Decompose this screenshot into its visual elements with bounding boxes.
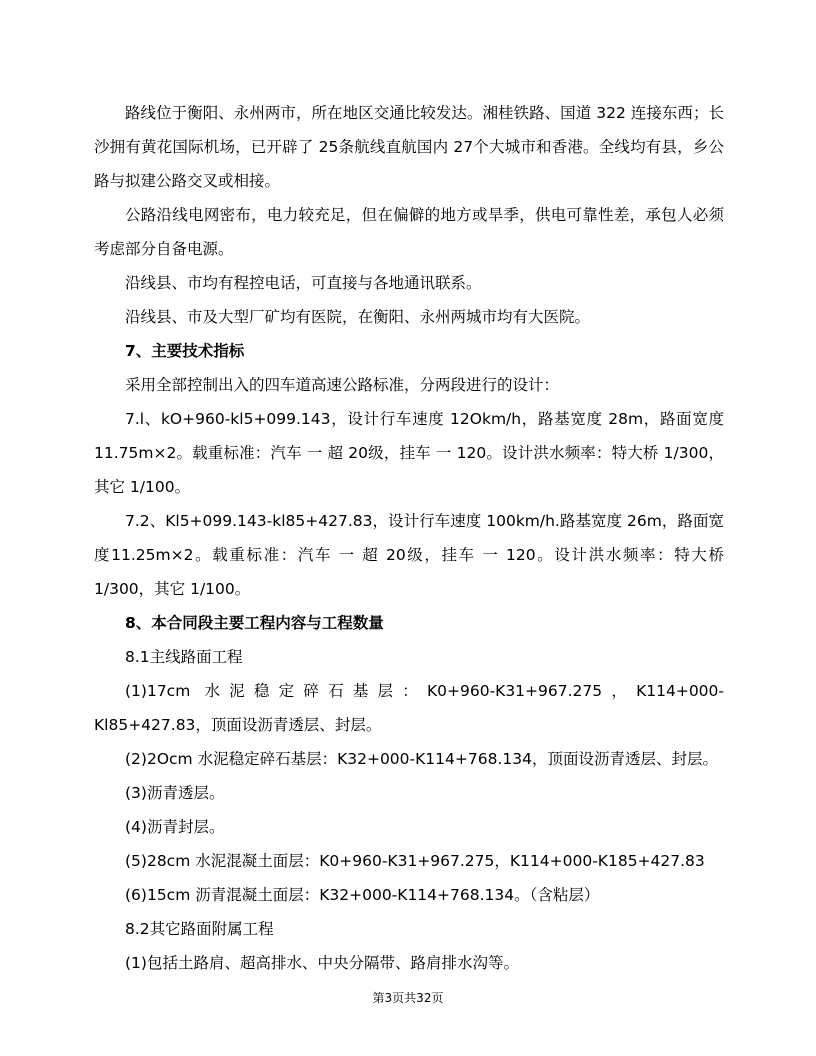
paragraph: 公路沿线电网密布，电力较充足，但在偏僻的地方或旱季，供电可靠性差，承包人必须考虑部分自备电源。: [94, 206, 724, 258]
paragraph: 沿线县、市均有程控电话，可直接与各地通讯联系。: [125, 274, 482, 292]
document-body: [94, 96, 724, 980]
paragraph: 7.2、Kl5+099.143-kl85+427.83，设计行车速度 100km/h.路基宽度 26m，路面宽度11.25m×2。载重标准：汽车 一 超 20级，挂车 一 120。设计洪水频率：特大桥 1/300，其它 1/100。: [94, 512, 724, 598]
section-heading: 7、主要技术指标: [125, 342, 245, 360]
list-item: (4)沥青封层。: [125, 818, 225, 836]
list-item: (5)28cm 水泥混凝土面层：K0+960-K31+967.275，K114+000-K185+427.83: [125, 852, 705, 870]
list-item: (1)17cm 水泥稳定碎石基层：K0+960-K31+967.275，K114+000-Kl85+427.83，顶面设沥青透层、封层。: [94, 682, 724, 734]
list-item: (1)包括土路肩、超高排水、中央分隔带、路肩排水沟等。: [125, 954, 519, 972]
subsection-heading: 8.2其它路面附属工程: [125, 920, 274, 938]
subsection-heading: 8.1主线路面工程: [125, 648, 243, 666]
paragraph: 7.l、kO+960-kl5+099.143，设计行车速度 12Okm/h，路基宽度 28m，路面宽度11.75m×2。载重标准：汽车 一 超 20级，挂车 一 120。设计洪水频率：特大桥 1/300，其它 1/100。: [94, 410, 724, 496]
list-item: (2)2Ocm 水泥稳定碎石基层：K32+000-K114+768.134，顶面设沥青透层、封层。: [125, 750, 718, 768]
paragraph: 路线位于衡阳、永州两市，所在地区交通比较发达。湘桂铁路、国道 322 连接东西；长沙拥有黄花国际机场，已开辟了 25条航线直航国内 27个大城市和香港。全线均有县，乡公路与拟建公路交叉或相接。: [94, 104, 724, 190]
paragraph: 沿线县、市及大型厂矿均有医院，在衡阳、永州两城市均有大医院。: [125, 308, 591, 326]
list-item: (3)沥青透层。: [125, 784, 225, 802]
section-heading: 8、本合同段主要工程内容与工程数量: [125, 614, 384, 632]
paragraph: 采用全部控制出入的四车道高速公路标准，分两段进行的设计：: [125, 376, 560, 394]
list-item: (6)15cm 沥青混凝土面层：K32+000-K114+768.134。（含粘层）: [125, 886, 600, 904]
page-number-footer: 第3页共32页: [372, 991, 444, 1005]
